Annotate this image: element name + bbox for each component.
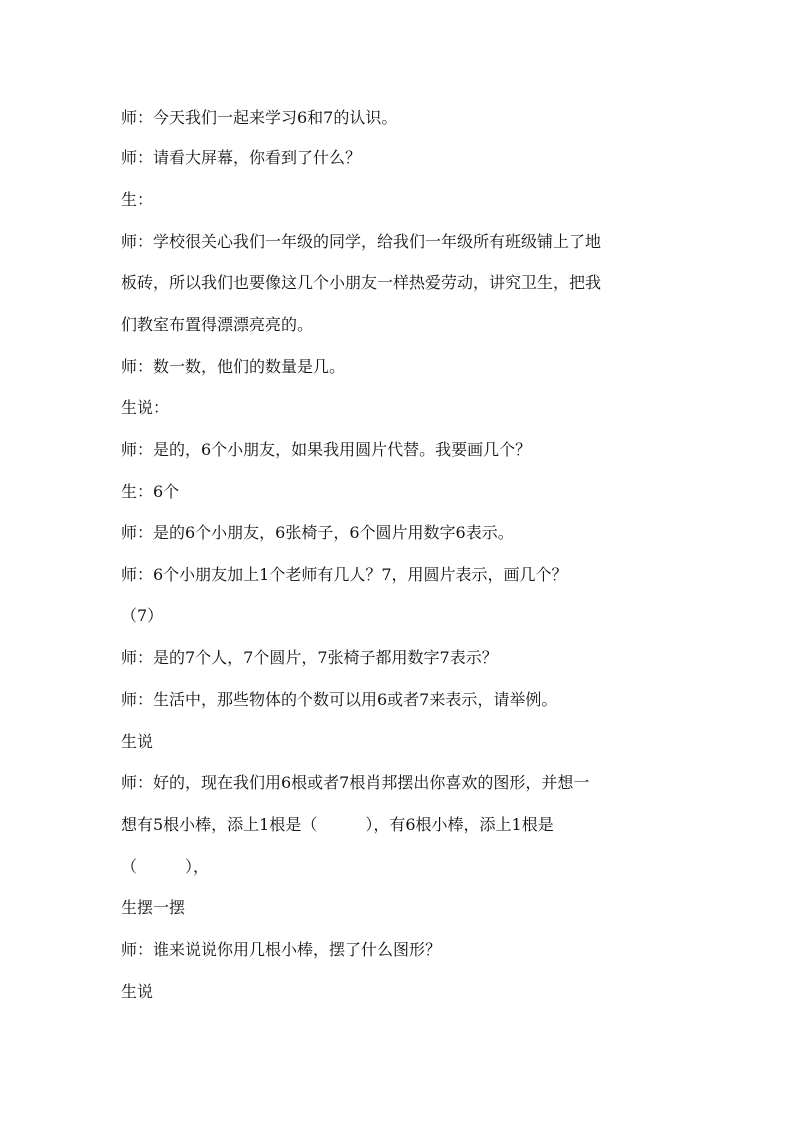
text-line: 想有5根小棒，添上1根是（ ），有6根小棒，添上1根是 [121, 815, 554, 834]
text-line: 师：请看大屏幕，你看到了什么？ [121, 148, 362, 167]
text-line: （7） [121, 606, 164, 625]
text-line: 师：学校很关心我们一年级的同学，给我们一年级所有班级铺上了地 [121, 232, 602, 251]
text-line: 师：生活中，那些物体的个数可以用6或者7来表示，请举例。 [121, 690, 558, 709]
text-line: 们教室布置得漂漂亮亮的。 [121, 315, 314, 334]
text-line: 师：6个小朋友加上1个老师有几人？7，用圆片表示，画几个？ [121, 565, 568, 584]
text-line: 师：数一数，他们的数量是几。 [121, 357, 346, 376]
text-line: 师：是的6个小朋友，6张椅子，6个圆片用数字6表示。 [121, 523, 514, 542]
text-line: 师：是的，6个小朋友，如果我用圆片代替。我要画几个？ [121, 440, 532, 459]
text-line: 师：谁来说说你用几根小棒，摆了什么图形？ [121, 940, 442, 959]
text-line: 师：好的，现在我们用6根或者7根肖邦摆出你喜欢的图形，并想一 [121, 773, 590, 792]
text-line: 生： [121, 190, 154, 209]
text-line: 师：今天我们一起来学习6和7的认识。 [121, 108, 398, 127]
text-line: 生：6个 [121, 482, 180, 501]
text-line: 生说 [121, 732, 154, 751]
text-line: 生说： [121, 398, 170, 417]
text-line: 生摆一摆 [121, 898, 186, 917]
text-line: （ ）， [121, 857, 210, 876]
text-line: 板砖，所以我们也要像这几个小朋友一样热爱劳动，讲究卫生，把我 [121, 273, 602, 292]
text-line: 师：是的7个人，7个圆片，7张椅子都用数字7表示？ [121, 648, 498, 667]
text-line: 生说 [121, 982, 154, 1001]
